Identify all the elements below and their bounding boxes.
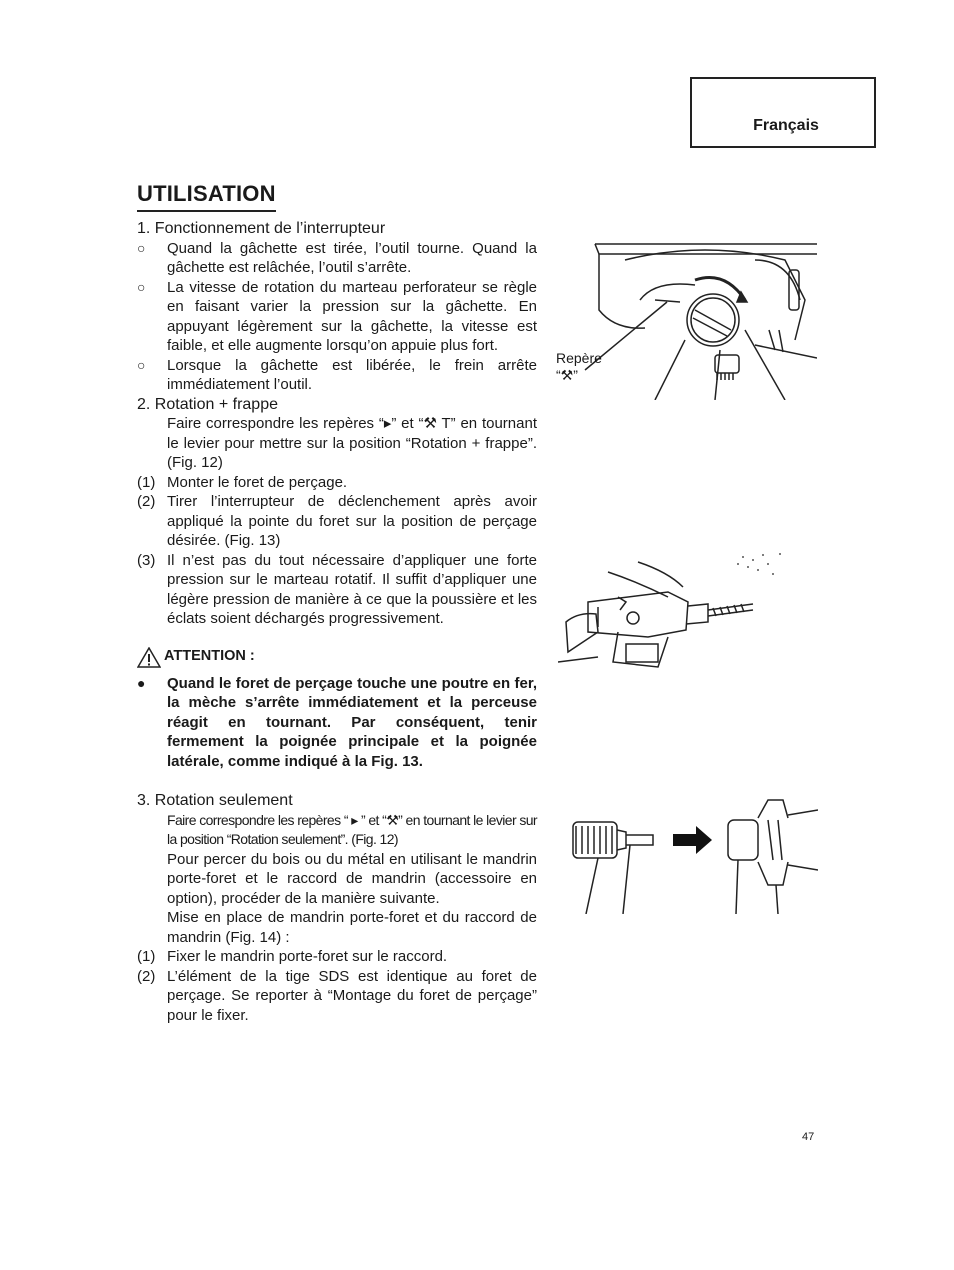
item-2-text: Faire correspondre les repères “▸” et “⚒ T” en tournant le levier pour mettre sur la position “Rotation + frappe”. (Fig. 12) — [167, 415, 537, 471]
step: (1) Fixer le mandrin porte-foret sur le raccord. — [137, 948, 448, 965]
bullet-circle-icon — [137, 239, 167, 259]
chuck-adapter-drawing — [568, 790, 818, 914]
item-3-text: Mise en place de mandrin porte-foret et du raccord de mandrin (Fig. 14) : — [167, 909, 537, 946]
text-column — [137, 219, 537, 1025]
bullet-circle-icon — [137, 278, 167, 298]
fig-12-label: Repère “⚒” — [556, 350, 602, 383]
warning-triangle-icon — [137, 647, 161, 668]
item-1-bullet: ○ Lorsque la gâchette est libérée, le frein arrête immédiatement l’outil. — [137, 356, 537, 395]
item-2-heading: 2. Rotation + frappe — [137, 395, 278, 413]
bullet-dot-icon — [137, 674, 167, 694]
fig-12-selector-illustration — [555, 240, 817, 400]
item-3-heading: 3. Rotation seulement — [137, 792, 293, 809]
section-title: UTILISATION — [137, 181, 276, 212]
bullet-circle-icon — [137, 356, 167, 376]
attention-heading: ATTENTION : — [137, 647, 537, 668]
arrow-right-icon — [673, 826, 712, 854]
step: (1) Monter le foret de perçage. — [137, 473, 348, 491]
drill-in-hand-drawing — [558, 552, 783, 672]
page-number: 47 — [802, 1131, 815, 1143]
item-3-text: Faire correspondre les repères “ ▸ ” et “⚒” en tournant le levier sur la position “Rotation seulement”. (Fig. 12) — [167, 811, 537, 847]
attention-bullet: ● Quand le foret de perçage touche une poutre en fer, la mèche s’arrête immédiatement et la perceuse réagit en tournant. Par conséquent, tenir fermement la poignée principale et la poignée latérale, comme indiqué à la Fig. 13. — [137, 674, 537, 772]
fig-14-chuck-adapter-illustration — [568, 790, 818, 914]
fig-13-drilling-illustration — [558, 552, 783, 672]
step: (3) Il n’est pas du tout nécessaire d’appliquer une forte pression sur le marteau rotatif. Il suffit d’appliquer une légère pression de manière à ce que la poussière et les éclats soient déchargés progressivement. — [137, 551, 537, 627]
step: (2) L’élément de la tige SDS est identique au foret de perçage. Se reporter à “Montage du foret de perçage” pour le fixer. — [137, 967, 537, 1024]
item-1-bullet: ○ La vitesse de rotation du marteau perforateur se règle en faisant varier la pression sur la gâchette. En appuyant légèrement sur la gâchette, la vitesse est faible, et elle augmente lorsqu’on appuie plus fort. — [137, 278, 537, 356]
language-label: Français — [753, 117, 819, 134]
item-3-text: Pour percer du bois ou du métal en utilisant le mandrin porte-foret et le raccord de mandrin (accessoire en option), procéder de la manière suivante. — [167, 850, 537, 907]
step: (2) Tirer l’interrupteur de déclenchement après avoir appliqué la pointe du foret sur la position de perçage désirée. (Fig. 13) — [137, 493, 537, 549]
item-1-heading: 1. Fonctionnement de l’interrupteur — [137, 220, 386, 237]
item-1-bullet: ○ Quand la gâchette est tirée, l’outil tourne. Quand la gâchette est relâchée, l’outil s’arrête. — [137, 239, 537, 278]
language-tab — [690, 77, 876, 148]
